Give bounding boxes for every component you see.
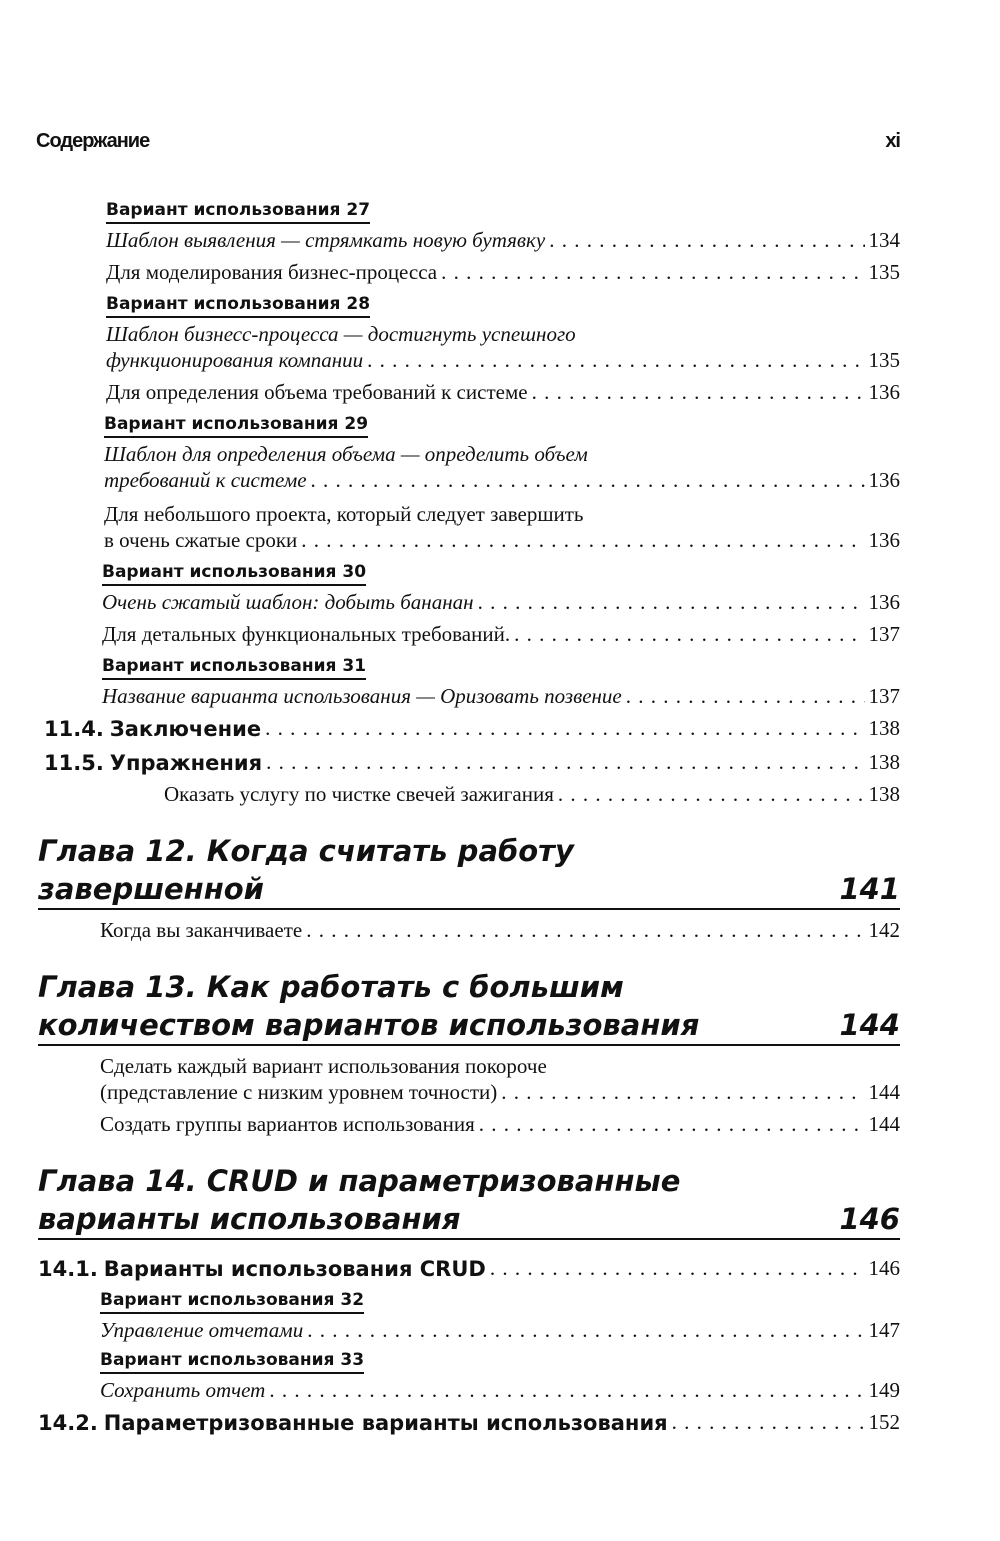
chapter-page-number: 144 (839, 1008, 900, 1042)
chapter-title-line2-row (38, 1200, 900, 1240)
chapter-title-line2-row (38, 870, 900, 910)
use-case-27-label: Вариант использования 27 (106, 200, 370, 224)
entry-text: Когда вы заканчиваете (100, 918, 303, 942)
page-number: 136 (868, 528, 900, 552)
page-number: 135 (868, 260, 900, 284)
section-number: 14.2. (38, 1411, 98, 1435)
toc-entry-ch12[interactable] (100, 918, 900, 943)
toc-section-14-2[interactable] (38, 1410, 900, 1435)
chapter-title-line1: Глава 14. CRUD и параметризованные (38, 1164, 681, 1198)
entry-text: Создать группы вариантов использования (100, 1112, 475, 1136)
entry-text: Управление отчетами (100, 1318, 304, 1342)
chapter-title-line2-row (38, 1006, 900, 1046)
page-number: 144 (868, 1112, 900, 1136)
entry-text-line1: Шаблон для определения объема — определить объем (104, 442, 588, 466)
toc-entry-ch13-2[interactable] (100, 1112, 900, 1137)
page-number: 136 (868, 468, 900, 492)
section-title: Параметризованные варианты использования (103, 1411, 668, 1435)
toc-entry-uc28-title[interactable] (106, 348, 900, 373)
entry-text: требований к системе (104, 468, 307, 492)
entry-text: в очень сжатые сроки (104, 528, 298, 552)
page-number: 138 (868, 782, 900, 806)
section-number: 14.1. (38, 1257, 98, 1281)
entry-text-line1: Для небольшого проекта, который следует завершить (104, 502, 584, 526)
toc-entry-uc30-note[interactable] (102, 622, 900, 647)
use-case-33-label: Вариант использования 33 (100, 1350, 364, 1374)
page-number: 144 (868, 1080, 900, 1104)
page-number: 149 (868, 1378, 900, 1402)
entry-text-line1: Шаблон бизнесс-процесса — достигнуть успешного (106, 322, 576, 346)
page-number: 136 (868, 590, 900, 614)
chapter-title-line2: варианты использования (38, 1202, 461, 1236)
toc-entry-uc29-title[interactable] (104, 468, 900, 493)
page-number-roman: xi (885, 130, 900, 152)
dot-leader (265, 716, 864, 741)
entry-text: Для моделирования бизнес-процесса (106, 260, 438, 284)
entry-text: (представление с низким уровнем точности) (100, 1080, 498, 1104)
dot-leader (478, 590, 865, 615)
use-case-30-label: Вариант использования 30 (102, 562, 366, 586)
use-case-29-label: Вариант использования 29 (104, 414, 368, 438)
toc-section-14-1[interactable] (38, 1256, 900, 1281)
dot-leader (307, 1318, 864, 1343)
page-number: 138 (868, 716, 900, 740)
page-number: 147 (868, 1318, 900, 1342)
dot-leader (672, 1410, 865, 1435)
entry-text: Название варианта использования — Оризовать позвение (102, 684, 622, 708)
section-title: Варианты использования CRUD (103, 1257, 486, 1281)
use-case-31-label: Вариант использования 31 (102, 656, 366, 680)
page-number: 138 (868, 750, 900, 774)
entry-text: Оказать услугу по чистке свечей зажигания (164, 782, 554, 806)
dot-leader (532, 380, 865, 405)
toc-entry-uc27-title[interactable] (106, 228, 900, 253)
use-case-32-label: Вариант использования 32 (100, 1290, 364, 1314)
dot-leader (479, 1112, 865, 1137)
section-number: 11.4. (44, 717, 104, 741)
dot-leader (549, 228, 864, 253)
entry-text-line1: Сделать каждый вариант использования покороче (100, 1054, 547, 1078)
page-number: 137 (868, 622, 900, 646)
page-number: 137 (868, 684, 900, 708)
chapter-title-line1: Глава 13. Как работать с большим (38, 970, 624, 1004)
dot-leader (514, 622, 864, 647)
section-title: Упражнения (109, 751, 263, 775)
section-title: Заключение (109, 717, 262, 741)
entry-text: Для детальных функциональных требований. (102, 622, 511, 646)
dot-leader (269, 1378, 864, 1403)
page-number: 142 (868, 918, 900, 942)
dot-leader (306, 918, 864, 943)
chapter-title-line2: завершенной (38, 872, 264, 906)
dot-leader (501, 1080, 864, 1105)
dot-leader (311, 468, 865, 493)
toc-entry-exercise[interactable] (164, 782, 900, 807)
toc-entry-uc33-title[interactable] (100, 1378, 900, 1403)
page-number: 152 (868, 1410, 900, 1434)
dot-leader (626, 684, 865, 709)
entry-text: Очень сжатый шаблон: добыть бананан (102, 590, 474, 614)
chapter-title-line2: количеством вариантов использования (38, 1008, 700, 1042)
use-case-28-label: Вариант использования 28 (106, 294, 370, 318)
toc-entry-ch13-1[interactable] (100, 1080, 900, 1105)
page-number: 135 (868, 348, 900, 372)
dot-leader (558, 782, 865, 807)
page-number: 146 (868, 1256, 900, 1280)
dot-leader (441, 260, 864, 285)
dot-leader (266, 750, 864, 775)
toc-section-11-4[interactable] (44, 716, 900, 741)
entry-text: функционирования компании (106, 348, 364, 372)
running-header-title: Содержание (36, 130, 150, 152)
page-number: 136 (868, 380, 900, 404)
section-number: 11.5. (44, 751, 104, 775)
dot-leader (301, 528, 864, 553)
entry-text: Шаблон выявления — стрямкать новую бутявку (106, 228, 546, 252)
toc-entry-uc28-note[interactable] (106, 380, 900, 405)
toc-entry-uc31-title[interactable] (102, 684, 900, 709)
entry-text: Для определения объема требований к системе (106, 380, 528, 404)
chapter-12-heading[interactable] (38, 832, 900, 910)
page-number: 134 (868, 228, 900, 252)
toc-entry-uc30-title[interactable] (102, 590, 900, 615)
dot-leader (490, 1256, 865, 1281)
chapter-title-line1: Глава 12. Когда считать работу (38, 834, 574, 868)
chapter-13-heading[interactable] (38, 968, 900, 1046)
entry-text: Сохранить отчет (100, 1378, 266, 1402)
toc-entry-uc27-note[interactable] (106, 260, 900, 285)
toc-section-11-5[interactable] (44, 750, 900, 775)
chapter-14-heading[interactable] (38, 1162, 900, 1240)
toc-entry-uc29-note[interactable] (104, 528, 900, 553)
dot-leader (367, 348, 864, 373)
chapter-page-number: 141 (839, 872, 900, 906)
toc-entry-uc32-title[interactable] (100, 1318, 900, 1343)
chapter-page-number: 146 (839, 1202, 900, 1236)
